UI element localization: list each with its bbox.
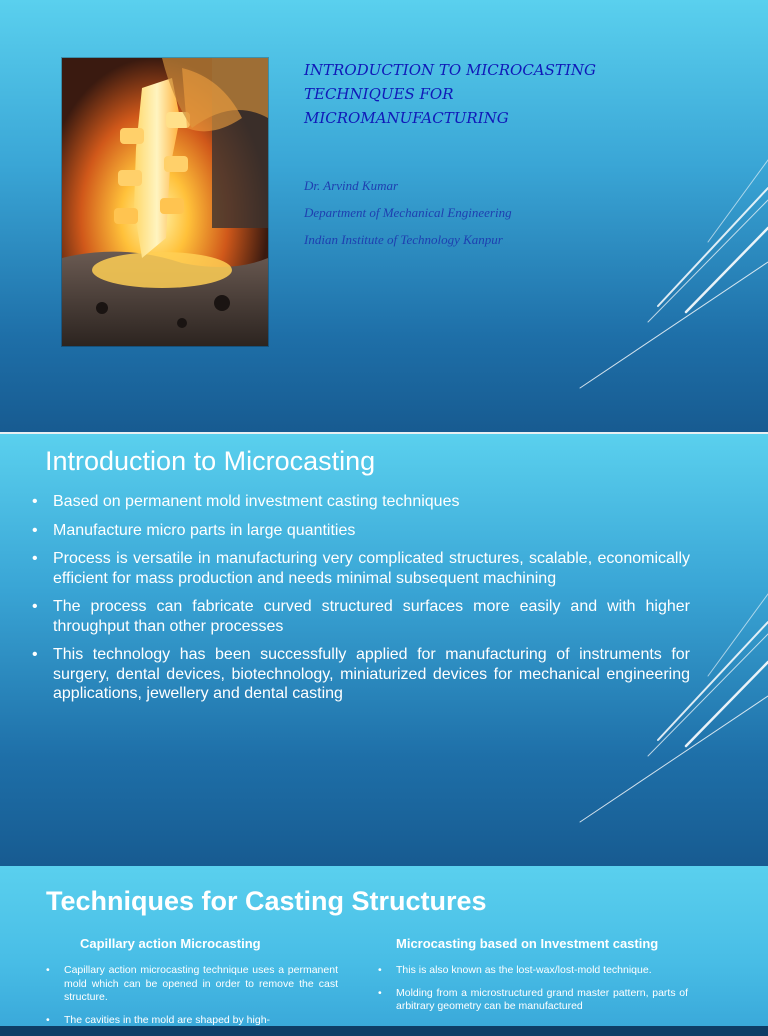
- author-department: Department of Mechanical Engineering: [304, 205, 512, 220]
- title-line: TECHNIQUES FOR: [304, 85, 454, 103]
- author-info: [304, 178, 512, 259]
- slide-title: Techniques for Casting Structures: [46, 886, 487, 916]
- list-item: • Based on permanent mold investment casting techniques: [30, 492, 690, 512]
- molten-metal-casting-photo: [62, 58, 268, 346]
- list-item: • The process can fabricate curved structured surfaces more easily and with higher throughput than other processes: [30, 597, 690, 636]
- list-item: • This is also known as the lost-wax/lost-mold technique.: [376, 964, 688, 978]
- author-name: Dr. Arvind Kumar: [304, 178, 399, 193]
- author-institute: Indian Institute of Technology Kanpur: [304, 232, 503, 247]
- column-heading-capillary: Capillary action Microcasting: [80, 936, 261, 951]
- slide-title: Introduction to Microcasting: [45, 446, 376, 476]
- bullet-list-capillary: [44, 964, 338, 1036]
- column-heading-investment: Microcasting based on Investment casting: [396, 936, 659, 951]
- list-item: • Capillary action microcasting technique uses a permanent mold which can be opened in order to remove the cast structure.: [44, 964, 338, 1005]
- title-line: MICROMANUFACTURING: [304, 109, 509, 127]
- bullet-list-investment: [376, 964, 688, 1023]
- list-item: • This technology has been successfully applied for manufacturing of instruments for surgery, dental devices, biotechnology, miniaturized devices for mechanical engineering applications, jewellery and dental casting: [30, 645, 690, 704]
- title-slide: [0, 0, 768, 432]
- presentation-title: [304, 58, 684, 130]
- list-item: • The cavities in the mold are shaped by high-: [44, 1014, 338, 1028]
- bullet-list: [30, 492, 690, 713]
- list-item: • Manufacture micro parts in large quantities: [30, 521, 690, 541]
- list-item: • Molding from a microstructured grand master pattern, parts of arbitrary geometry can be manufactured: [376, 987, 688, 1014]
- title-line: INTRODUCTION TO MICROCASTING: [304, 61, 596, 79]
- list-item: • Process is versatile in manufacturing very complicated structures, scalable, economically efficient for mass production and needs minimal subsequent machining: [30, 549, 690, 588]
